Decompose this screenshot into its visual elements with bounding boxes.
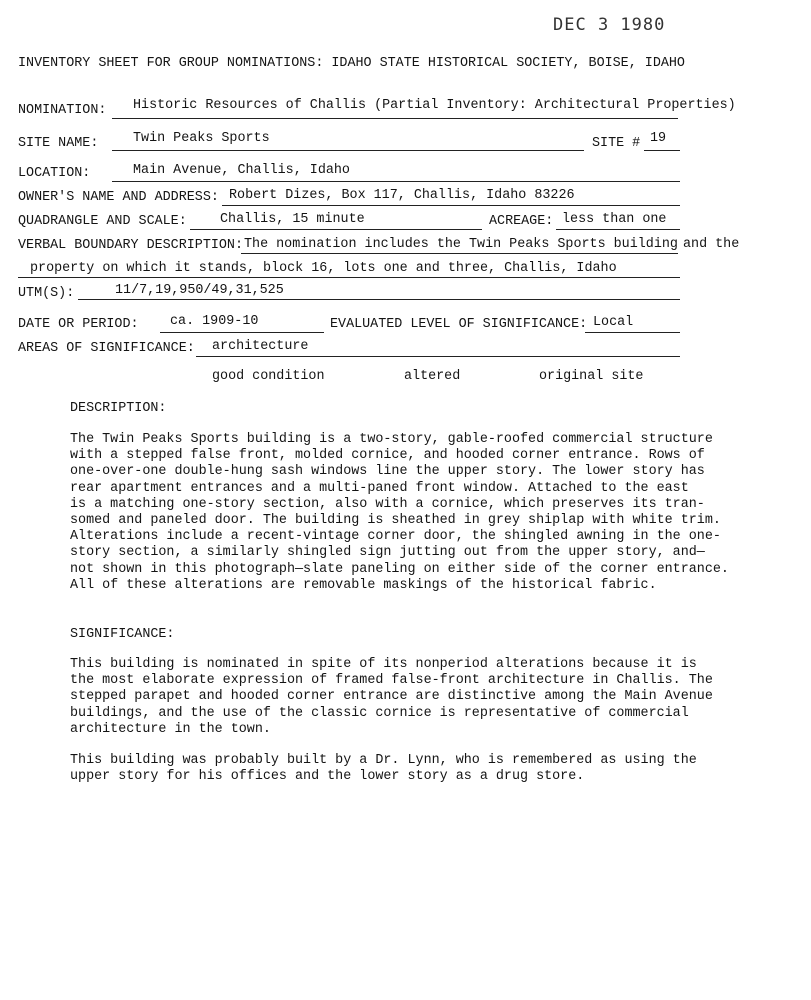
altered-text: altered bbox=[404, 369, 461, 384]
date-underline bbox=[160, 332, 324, 333]
significance-line: This building is nominated in spite of its nonperiod alterations because it is bbox=[70, 657, 697, 672]
significance-line: buildings, and the use of the classic cornice is representative of commercial bbox=[70, 705, 689, 721]
utm-underline bbox=[78, 299, 680, 300]
description-line: story section, a similarly shingled sign jutting out from the upper story, and— bbox=[70, 545, 705, 561]
verbal-boundary-label: VERBAL BOUNDARY DESCRIPTION: bbox=[18, 238, 243, 253]
description-line: is a matching one-story section, also with a cornice, which preserves its tran- bbox=[70, 496, 705, 512]
utm-value: 11/7,19,950/49,31,525 bbox=[115, 283, 284, 298]
date-value: ca. 1909-10 bbox=[170, 314, 259, 329]
owner-label: OWNER'S NAME AND ADDRESS: bbox=[18, 190, 219, 205]
verbal-boundary-value-line2: property on which it stands, block 16, lots one and three, Challis, Idaho bbox=[30, 261, 617, 276]
description-line: rear apartment entrances and a multi-paned front window. Attached to the east bbox=[70, 480, 689, 496]
verbal-boundary-value-line1: The nomination includes the Twin Peaks Sports building bbox=[244, 237, 678, 252]
level-label: EVALUATED LEVEL OF SIGNIFICANCE: bbox=[330, 317, 588, 332]
form-header: INVENTORY SHEET FOR GROUP NOMINATIONS: IDAHO STATE HISTORICAL SOCIETY, BOISE, IDAHO bbox=[18, 56, 685, 71]
verbal-boundary-underline1 bbox=[241, 253, 678, 254]
significance-line: stepped parapet and hooded corner entrance are distinctive among the Main Avenue bbox=[70, 689, 713, 705]
location-value: Main Avenue, Challis, Idaho bbox=[133, 163, 350, 178]
quadrangle-value: Challis, 15 minute bbox=[220, 212, 365, 227]
nomination-underline bbox=[112, 118, 678, 119]
areas-label: AREAS OF SIGNIFICANCE: bbox=[18, 341, 195, 356]
nomination-label: NOMINATION: bbox=[18, 103, 107, 118]
description-heading: DESCRIPTION: bbox=[70, 401, 167, 416]
description-line: The Twin Peaks Sports building is a two-story, gable-roofed commercial structure bbox=[70, 432, 713, 447]
utm-label: UTM(S): bbox=[18, 286, 75, 301]
site-name-value: Twin Peaks Sports bbox=[133, 131, 270, 146]
significance-line: upper story for his offices and the lower story as a drug store. bbox=[70, 769, 585, 785]
significance-heading: SIGNIFICANCE: bbox=[70, 627, 175, 642]
significance-line: This building was probably built by a Dr. Lynn, who is remembered as using the bbox=[70, 753, 697, 768]
areas-value: architecture bbox=[212, 339, 309, 354]
owner-underline bbox=[222, 205, 680, 206]
description-line: not shown in this photograph—slate paneling on either side of the corner entrance. bbox=[70, 561, 729, 577]
nomination-value: Historic Resources of Challis (Partial Inventory: Architectural Properties) bbox=[133, 98, 736, 113]
areas-underline bbox=[196, 356, 680, 357]
site-number-label: SITE # bbox=[592, 136, 641, 151]
verbal-boundary-underline2 bbox=[18, 277, 680, 278]
quadrangle-label: QUADRANGLE AND SCALE: bbox=[18, 214, 187, 229]
significance-line: the most elaborate expression of framed false-front architecture in Challis. The bbox=[70, 673, 713, 689]
site-number-value: 19 bbox=[650, 131, 667, 146]
location-underline bbox=[112, 181, 680, 182]
significance-paragraph-1 bbox=[70, 657, 750, 738]
date-label: DATE OR PERIOD: bbox=[18, 317, 139, 332]
acreage-label: ACREAGE: bbox=[489, 214, 554, 229]
level-underline bbox=[585, 332, 680, 333]
description-line: All of these alterations are removable maskings of the historical fabric. bbox=[70, 577, 657, 593]
verbal-boundary-value-tail: and the bbox=[683, 237, 740, 252]
location-label: LOCATION: bbox=[18, 166, 91, 181]
owner-value: Robert Dizes, Box 117, Challis, Idaho 83226 bbox=[229, 188, 575, 203]
significance-line: architecture in the town. bbox=[70, 721, 271, 737]
level-value: Local bbox=[593, 315, 634, 330]
site-text: original site bbox=[539, 369, 644, 384]
site-name-label: SITE NAME: bbox=[18, 136, 99, 151]
date-stamp: DEC 3 1980 bbox=[553, 15, 666, 35]
description-line: somed and paneled door. The building is sheathed in grey shiplap with white trim. bbox=[70, 513, 721, 529]
site-number-underline bbox=[644, 150, 680, 151]
quadrangle-underline bbox=[190, 229, 482, 230]
significance-paragraph-2 bbox=[70, 753, 750, 785]
acreage-underline bbox=[556, 229, 680, 230]
description-line: one-over-one double-hung sash windows line the upper story. The lower story has bbox=[70, 464, 705, 480]
description-paragraph bbox=[70, 432, 750, 594]
description-line: with a stepped false front, molded cornice, and hooded corner entrance. Rows of bbox=[70, 448, 705, 464]
site-name-underline bbox=[112, 150, 584, 151]
condition-text: good condition bbox=[212, 369, 325, 384]
description-line: Alterations include a recent-vintage corner door, the shingled awning in the one- bbox=[70, 529, 721, 545]
acreage-value: less than one bbox=[562, 212, 667, 227]
